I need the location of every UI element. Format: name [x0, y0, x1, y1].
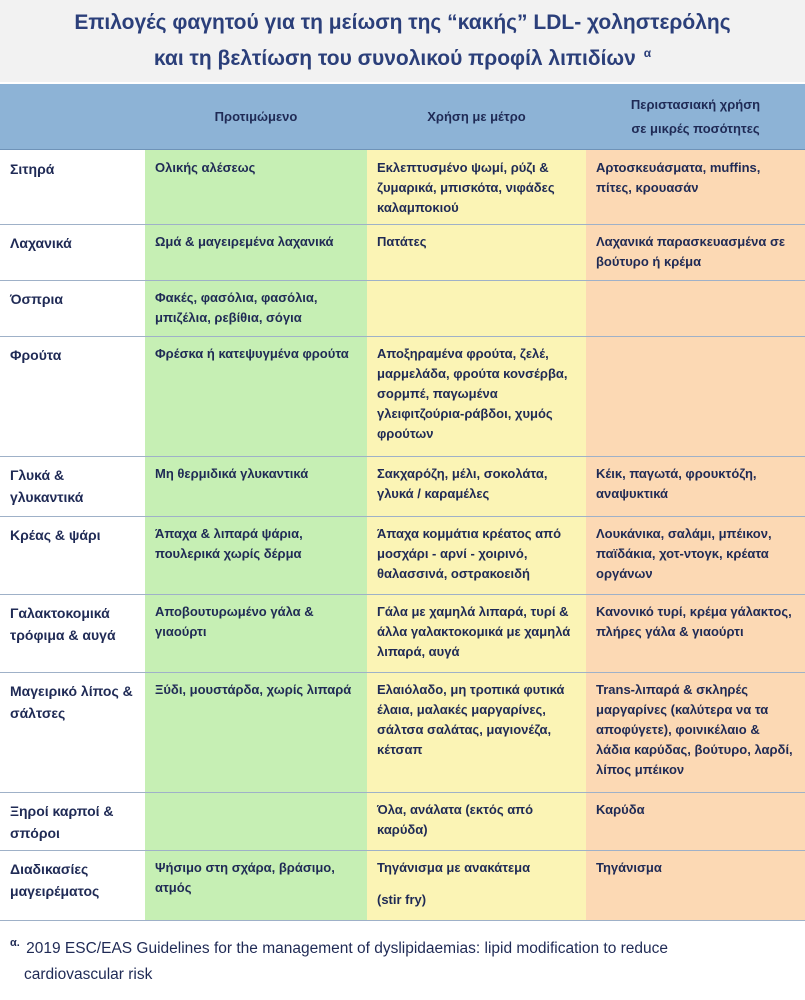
table-row: [0, 225, 805, 281]
footnote: [10, 930, 800, 988]
cell-preferred: Άπαχα & λιπαρά ψάρια, πουλερικά χωρίς δέρμα: [145, 517, 367, 595]
table-row: [0, 517, 805, 595]
cell-occasional: Κέικ, παγωτά, φρουκτόζη, αναψυκτικά: [586, 457, 805, 517]
header-preferred: Προτιμώμενο: [145, 84, 367, 150]
cell-occasional: Αρτοσκευάσματα, muffins, πίτες, κρουασάν: [586, 150, 805, 225]
cell-preferred: Αποβουτυρωμένο γάλα & γιαούρτι: [145, 595, 367, 673]
table-row: [0, 150, 805, 225]
cell-moderate: Γάλα με χαμηλά λιπαρά, τυρί & άλλα γαλακτοκομικά με χαμηλά λιπαρά, αυγά: [367, 595, 586, 673]
cell-preferred: Φακές, φασόλια, φασόλια, μπιζέλια, ρεβίθια, σόγια: [145, 281, 367, 337]
row-category: Φρούτα: [0, 337, 145, 457]
table-header-row: [0, 84, 805, 150]
cell-moderate: Αποξηραμένα φρούτα, ζελέ, μαρμελάδα, φρούτα κονσέρβα, σορμπέ, παγωμένα γλειφιτζούρια-ράβδοι, χυμός φρούτων: [367, 337, 586, 457]
title-line-2-text: και τη βελτίωση του συνολικού προφίλ λιπιδίων: [153, 47, 636, 70]
cell-moderate: Σακχαρόζη, μέλι, σοκολάτα, γλυκά / καραμέλες: [367, 457, 586, 517]
table-row: [0, 851, 805, 921]
cell-moderate: [367, 851, 586, 921]
row-category: Κρέας & ψάρι: [0, 517, 145, 595]
footnote-text-1: 2019 ESC/EAS Guidelines for the management of dyslipidaemias: lipid modification to reduce: [26, 940, 669, 957]
cell-occasional: Trans-λιπαρά & σκληρές μαργαρίνες (καλύτερα να τα αποφύγετε), φοινικέλαιο & λάδια καρύδας, βούτυρο, λαρδί, λίπος μπέικον: [586, 673, 805, 793]
cell-occasional: Λαχανικά παρασκευασμένα σε βούτυρο ή κρέμα: [586, 225, 805, 281]
cell-moderate: Όλα, ανάλατα (εκτός από καρύδα): [367, 793, 586, 851]
cell-occasional: Τηγάνισμα: [586, 851, 805, 921]
cell-moderate: [367, 281, 586, 337]
title-line-1: Επιλογές φαγητού για τη μείωση της “κακής” LDL- χοληστερόλης: [74, 11, 731, 34]
cell-preferred: Ξύδι, μουστάρδα, χωρίς λιπαρά: [145, 673, 367, 793]
cell-occasional: Κανονικό τυρί, κρέμα γάλακτος, πλήρες γάλα & γιαούρτι: [586, 595, 805, 673]
row-category: Λαχανικά: [0, 225, 145, 281]
row-category: Όσπρια: [0, 281, 145, 337]
cell-preferred: Φρέσκα ή κατεψυγμένα φρούτα: [145, 337, 367, 457]
cell-moderate: Πατάτες: [367, 225, 586, 281]
cell-preferred: Ολικής αλέσεως: [145, 150, 367, 225]
cell-moderate: Εκλεπτυσμένο ψωμί, ρύζι & ζυμαρικά, μπισκότα, νιφάδες καλαμποκιού: [367, 150, 586, 225]
title-line-2: [0, 38, 805, 74]
row-category: Διαδικασίες μαγειρέματος: [0, 851, 145, 921]
cell-occasional: [586, 337, 805, 457]
cell-moderate: Ελαιόλαδο, μη τροπικά φυτικά έλαια, μαλακές μαργαρίνες, σάλτσα σαλάτας, μαγιονέζα, κέτσαπ: [367, 673, 586, 793]
title-superscript: α: [643, 46, 652, 60]
food-choices-table: [0, 84, 805, 921]
cell-moderate-line-1: Τηγάνισμα με ανακάτεμα: [377, 860, 531, 875]
footnote-line-1: [10, 930, 800, 962]
cell-moderate-line-2: (stir fry): [377, 892, 427, 907]
row-category: Ξηροί καρποί & σπόροι: [0, 793, 145, 851]
footnote-text-2: cardiovascular risk: [24, 966, 153, 983]
header-category: [0, 84, 145, 150]
cell-preferred: Μη θερμιδικά γλυκαντικά: [145, 457, 367, 517]
cell-preferred: Ψήσιμο στη σχάρα, βράσιμο, ατμός: [145, 851, 367, 921]
table-row: [0, 281, 805, 337]
row-category: Γαλακτοκομικά τρόφιμα & αυγά: [0, 595, 145, 673]
table-row: [0, 793, 805, 851]
header-occasional-line-1: Περιστασιακή χρήση: [630, 96, 761, 112]
row-category: Γλυκά & γλυκαντικά: [0, 457, 145, 517]
table-row: [0, 595, 805, 673]
cell-preferred: [145, 793, 367, 851]
cell-moderate: Άπαχα κομμάτια κρέατος από μοσχάρι - αρνί - χοιρινό, θαλασσινά, οστρακοειδή: [367, 517, 586, 595]
row-category: Μαγειρικό λίπος & σάλτσες: [0, 673, 145, 793]
table-row: [0, 457, 805, 517]
cell-occasional: [586, 281, 805, 337]
footnote-marker: α.: [10, 937, 20, 949]
title-banner: [0, 0, 805, 82]
table-row: [0, 673, 805, 793]
cell-occasional: Λουκάνικα, σαλάμι, μπέικον, παϊδάκια, χοτ-ντογκ, κρέατα οργάνων: [586, 517, 805, 595]
table-row: [0, 337, 805, 457]
header-occasional-line-2: σε μικρές ποσότητες: [631, 120, 760, 136]
cell-occasional: Καρύδα: [586, 793, 805, 851]
header-moderate: Χρήση με μέτρο: [367, 84, 586, 150]
row-category: Σιτηρά: [0, 150, 145, 225]
cell-preferred: Ωμά & μαγειρεμένα λαχανικά: [145, 225, 367, 281]
header-occasional: [586, 84, 805, 150]
